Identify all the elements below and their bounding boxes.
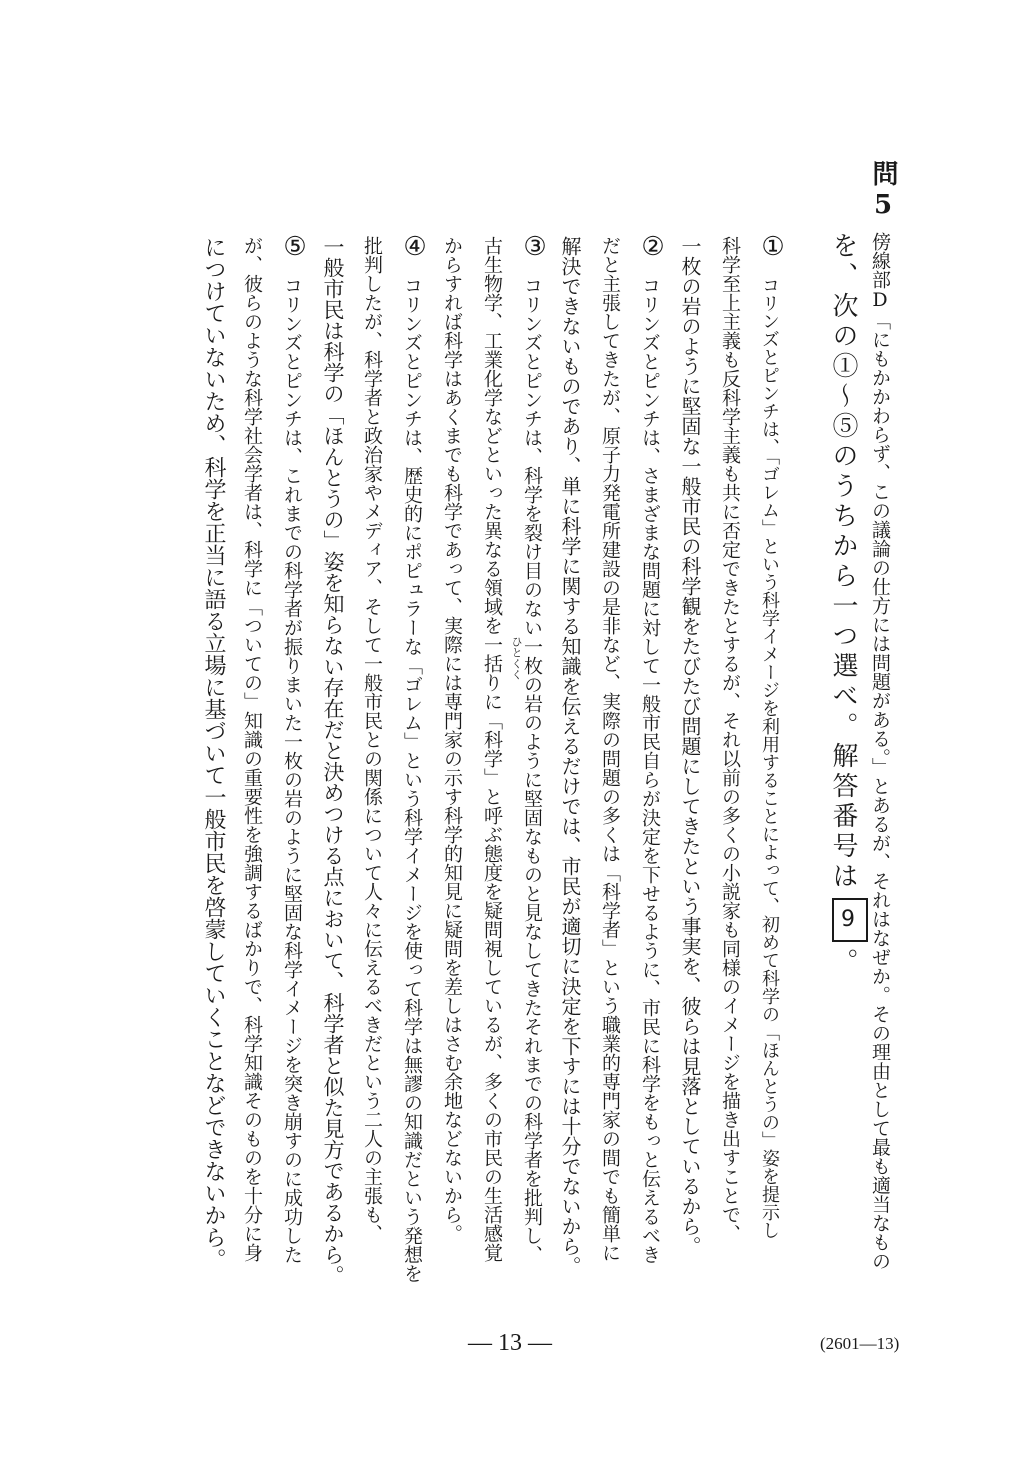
- option-3-line-3: からすれば科学はあくまでも科学であって、実際には専門家の示す科学的知見に疑問を差しはさむ余地などないから。: [441, 236, 463, 1243]
- option-1-line-3: 一枚の岩のように堅固な一般市民の科学観をたびたび問題にしてきたという事実を、彼らは見落としているから。: [678, 236, 702, 1256]
- answer-number-box: 9: [832, 898, 868, 942]
- option-2-line-1: コリンズとピンチは、さまざまな問題に対して一般市民自らが決定を下せるように、市民に科学をもっと伝えるべき: [639, 276, 661, 1264]
- option-3-line-1: コリンズとピンチは、科学を裂け目のない一枚の岩のように堅固なものと見なしてきたそれまでの科学者を批判し、: [521, 276, 543, 1264]
- option-4-line-3: 一般市民は科学の「ほんとうの」姿を知らない存在だと決めつける点において、科学者と似た見方であるから。: [321, 236, 345, 1286]
- page-number: — 13 —: [468, 1330, 552, 1356]
- question-text-line1: 傍線部D「にもかかわらず、この議論の仕方には問題がある。」とあるが、それはなぜか。その理由として最も適当なもの: [869, 232, 891, 1271]
- question-text-line2-after: 。: [828, 948, 858, 978]
- option-3-ruby: ひとくく: [510, 636, 523, 680]
- option-1-line-2: 科学至上主義も反科学主義も共に否定できたとするが、それ以前の多くの小説家も同様のイメージを描き出すことで、: [719, 236, 741, 1243]
- option-4-line-1: コリンズとピンチは、歴史的にポピュラーな「ゴレム」という科学イメージを使って科学は無謬の知識だという発想を: [401, 276, 423, 1283]
- option-3-line-2: 古生物学、工業化学などといった異なる領域を一括りに「科学」と呼ぶ態度を疑問視しているが、多くの市民の生活感覚: [481, 236, 503, 1262]
- option-4-marker: ④: [400, 232, 430, 266]
- option-2-line-3: 解決できないものであり、単に科学に関する知識を伝えるだけでは、市民が適切に決定を下すには十分でないから。: [558, 236, 582, 1276]
- option-5-line-2: が、彼らのような科学社会学者は、科学に「ついての」知識の重要性を強調するばかりで、科学知識そのものを十分に身: [241, 236, 263, 1262]
- option-2-marker: ②: [638, 232, 668, 266]
- exam-code: (2601—13): [820, 1334, 900, 1353]
- question-text-line2-before: を、次の①～⑤のうちから一つ選べ。解答番号は: [828, 232, 858, 892]
- option-2-line-2: だと主張してきたが、原子力発電所建設の是非など、実際の問題の多くは「科学者」という職業的専門家の間でも簡単に: [599, 236, 621, 1262]
- question-text-line2: [830, 232, 868, 978]
- option-1-marker: ①: [758, 232, 788, 266]
- option-1-line-1: コリンズとピンチは、「ゴレム」という科学イメージを利用することによって、初めて科学の「ほんとうの」姿を提示し: [759, 276, 780, 1239]
- option-4-line-2: 批判したが、科学者と政治家やメディア、そして一般市民との関係について人々に伝えるべきだという二人の主張も、: [361, 236, 383, 1243]
- option-5-line-3: につけていないため、科学を正当に語る立場に基づいて一般市民を啓蒙していくことなどできないから。: [201, 236, 226, 1270]
- question-label: 問5: [868, 160, 898, 224]
- option-5-marker: ⑤: [280, 232, 310, 266]
- option-3-marker: ③: [520, 232, 550, 266]
- option-5-line-1: コリンズとピンチは、これまでの科学者が振りまいた一枚の岩のように堅固な科学イメージを突き崩すのに成功した: [281, 276, 303, 1264]
